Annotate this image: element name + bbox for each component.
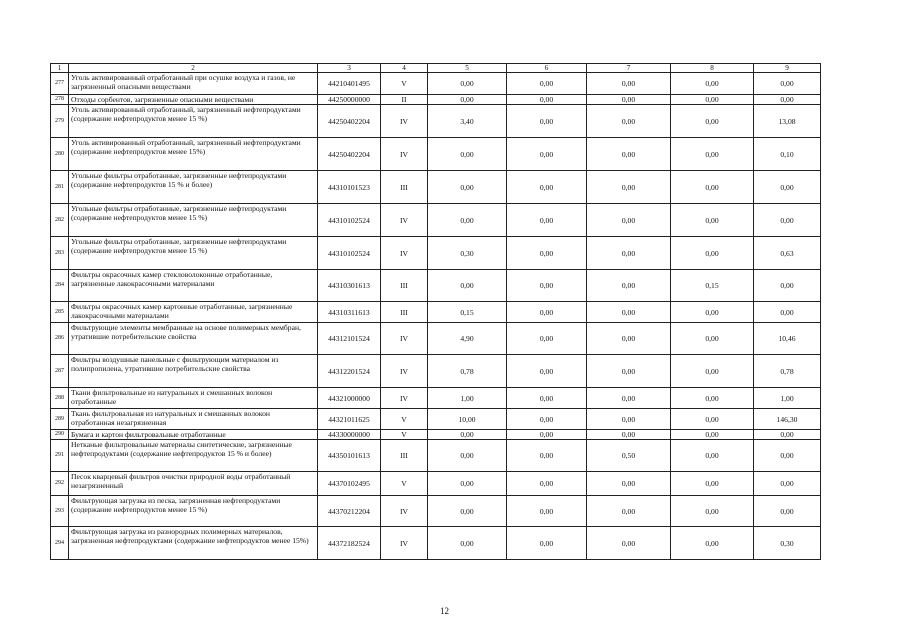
waste-code: 44370212204 (318, 496, 381, 527)
waste-code: 44370102495 (318, 472, 381, 496)
waste-code: 44310101523 (318, 171, 381, 204)
table-row (51, 270, 821, 302)
waste-code: 44310311613 (318, 302, 381, 323)
value-cell: 0,00 (587, 73, 671, 95)
row-number: 278 (51, 95, 69, 105)
row-number: 294 (51, 527, 69, 560)
waste-name: Фильтры окрасочных камер стекловолоконные отработанные, загрязненные лакокрасочными материалами (69, 270, 318, 302)
value-cell: 0,00 (671, 105, 754, 138)
waste-name: Уголь активированный отработанный при осушке воздуха и газов, не загрязненный опасными веществами (69, 73, 318, 95)
value-cell: 0,00 (754, 204, 821, 237)
value-cell: 0,00 (587, 95, 671, 105)
row-number: 281 (51, 171, 69, 204)
hazard-class: V (381, 409, 428, 430)
value-cell: 0,00 (507, 204, 587, 237)
value-cell: 0,00 (754, 496, 821, 527)
hazard-class: V (381, 472, 428, 496)
value-cell: 0,00 (428, 73, 507, 95)
value-cell: 0,30 (754, 527, 821, 560)
waste-table (50, 63, 821, 560)
value-cell: 0,00 (507, 496, 587, 527)
value-cell: 0,00 (754, 302, 821, 323)
value-cell: 0,00 (428, 138, 507, 171)
waste-code: 44312201524 (318, 355, 381, 388)
column-header: 3 (318, 64, 381, 73)
table-row (51, 323, 821, 355)
value-cell: 0,00 (507, 105, 587, 138)
waste-code: 44250402204 (318, 105, 381, 138)
hazard-class: IV (381, 355, 428, 388)
table-row (51, 302, 821, 323)
value-cell: 0,00 (587, 323, 671, 355)
table-row (51, 440, 821, 472)
hazard-class: IV (381, 105, 428, 138)
value-cell: 0,00 (671, 302, 754, 323)
row-number: 284 (51, 270, 69, 302)
value-cell: 0,00 (507, 237, 587, 270)
value-cell: 0,00 (507, 270, 587, 302)
value-cell: 0,00 (754, 430, 821, 440)
hazard-class: IV (381, 323, 428, 355)
row-number: 280 (51, 138, 69, 171)
table-row (51, 237, 821, 270)
hazard-class: IV (381, 496, 428, 527)
table-row (51, 95, 821, 105)
table-row (51, 171, 821, 204)
value-cell: 0,00 (428, 472, 507, 496)
table-row (51, 430, 821, 440)
hazard-class: III (381, 440, 428, 472)
hazard-class: V (381, 73, 428, 95)
waste-code: 44321011625 (318, 409, 381, 430)
table-row (51, 472, 821, 496)
column-header: 6 (507, 64, 587, 73)
hazard-class: II (381, 95, 428, 105)
waste-code: 44310102524 (318, 204, 381, 237)
value-cell: 0,00 (671, 355, 754, 388)
value-cell: 13,08 (754, 105, 821, 138)
hazard-class: IV (381, 388, 428, 409)
waste-code: 44210401495 (318, 73, 381, 95)
value-cell: 0,00 (507, 302, 587, 323)
waste-code: 44350101613 (318, 440, 381, 472)
page-number: 12 (440, 606, 449, 616)
value-cell: 0,00 (507, 323, 587, 355)
value-cell: 0,00 (671, 95, 754, 105)
value-cell: 3,40 (428, 105, 507, 138)
value-cell: 0,00 (507, 430, 587, 440)
hazard-class: III (381, 270, 428, 302)
value-cell: 0,00 (587, 388, 671, 409)
row-number: 277 (51, 73, 69, 95)
waste-name: Угольные фильтры отработанные, загрязненные нефтепродуктами (содержание нефтепродуктов 15 % и более) (69, 171, 318, 204)
value-cell: 0,00 (507, 355, 587, 388)
value-cell: 0,00 (507, 440, 587, 472)
value-cell: 0,00 (587, 430, 671, 440)
value-cell: 0,78 (428, 355, 507, 388)
waste-name: Угольные фильтры отработанные, загрязненные нефтепродуктами (содержание нефтепродуктов менее 15 %) (69, 237, 318, 270)
value-cell: 0,00 (587, 105, 671, 138)
value-cell: 0,00 (754, 440, 821, 472)
row-number: 292 (51, 472, 69, 496)
hazard-class: V (381, 430, 428, 440)
row-number: 286 (51, 323, 69, 355)
waste-code: 44372182524 (318, 527, 381, 560)
value-cell: 0,00 (428, 171, 507, 204)
table-row (51, 105, 821, 138)
value-cell: 0,00 (507, 527, 587, 560)
value-cell: 0,00 (671, 527, 754, 560)
row-number: 283 (51, 237, 69, 270)
hazard-class: IV (381, 204, 428, 237)
value-cell: 0,00 (507, 171, 587, 204)
value-cell: 0,15 (428, 302, 507, 323)
waste-name: Фильтры окрасочных камер картонные отработанные, загрязненные лакокрасочными материалами (69, 302, 318, 323)
column-header: 5 (428, 64, 507, 73)
value-cell: 0,00 (587, 171, 671, 204)
table-row (51, 496, 821, 527)
waste-name: Песок кварцевый фильтров очистки природной воды отработанный незагрязненный (69, 472, 318, 496)
waste-name: Ткани фильтровальные из натуральных и смешанных волокон отработанные (69, 388, 318, 409)
table-row (51, 138, 821, 171)
value-cell: 0,50 (587, 440, 671, 472)
value-cell: 4,90 (428, 323, 507, 355)
table-row (51, 527, 821, 560)
value-cell: 0,78 (754, 355, 821, 388)
column-header: 2 (69, 64, 318, 73)
waste-code: 44321000000 (318, 388, 381, 409)
value-cell: 0,00 (754, 73, 821, 95)
value-cell: 0,00 (587, 355, 671, 388)
row-number: 279 (51, 105, 69, 138)
header-row (51, 64, 821, 73)
value-cell: 0,00 (587, 270, 671, 302)
waste-name: Нетканые фильтровальные материалы синтетические, загрязненные нефтепродуктами (содержание нефтепродуктов 15 % и более) (69, 440, 318, 472)
value-cell: 0,00 (671, 171, 754, 204)
table-row (51, 388, 821, 409)
value-cell: 0,00 (507, 95, 587, 105)
value-cell: 0,00 (587, 472, 671, 496)
value-cell: 0,00 (507, 73, 587, 95)
value-cell: 0,30 (428, 237, 507, 270)
waste-name: Отходы сорбентов, загрязненные опасными веществами (69, 95, 318, 105)
table-row (51, 409, 821, 430)
column-header: 7 (587, 64, 671, 73)
value-cell: 146,30 (754, 409, 821, 430)
value-cell: 0,00 (428, 270, 507, 302)
value-cell: 0,00 (587, 527, 671, 560)
value-cell: 0,00 (754, 95, 821, 105)
value-cell: 0,00 (507, 472, 587, 496)
value-cell: 0,00 (587, 302, 671, 323)
value-cell: 0,00 (671, 472, 754, 496)
row-number: 285 (51, 302, 69, 323)
row-number: 289 (51, 409, 69, 430)
waste-name: Уголь активированный отработанный, загрязненный нефтепродуктами (содержание нефтепродуктов менее 15%) (69, 138, 318, 171)
column-header: 1 (51, 64, 69, 73)
value-cell: 0,00 (587, 237, 671, 270)
value-cell: 1,00 (754, 388, 821, 409)
value-cell: 0,00 (428, 204, 507, 237)
row-number: 291 (51, 440, 69, 472)
value-cell: 0,00 (507, 388, 587, 409)
table-row (51, 355, 821, 388)
waste-code: 44312101524 (318, 323, 381, 355)
value-cell: 0,00 (507, 138, 587, 171)
hazard-class: III (381, 171, 428, 204)
value-cell: 0,00 (587, 138, 671, 171)
value-cell: 0,00 (507, 409, 587, 430)
value-cell: 0,00 (671, 204, 754, 237)
waste-code: 44330000000 (318, 430, 381, 440)
value-cell: 0,00 (671, 323, 754, 355)
row-number: 293 (51, 496, 69, 527)
waste-code: 44310102524 (318, 237, 381, 270)
table-body (51, 73, 821, 560)
value-cell: 0,00 (428, 527, 507, 560)
value-cell: 1,00 (428, 388, 507, 409)
value-cell: 0,00 (671, 388, 754, 409)
column-header: 9 (754, 64, 821, 73)
row-number: 288 (51, 388, 69, 409)
waste-code: 44250000000 (318, 95, 381, 105)
value-cell: 0,00 (428, 440, 507, 472)
value-cell: 0,00 (428, 496, 507, 527)
value-cell: 0,00 (671, 430, 754, 440)
value-cell: 0,00 (587, 409, 671, 430)
value-cell: 0,00 (671, 237, 754, 270)
hazard-class: IV (381, 237, 428, 270)
column-header: 8 (671, 64, 754, 73)
value-cell: 0,00 (671, 73, 754, 95)
value-cell: 0,00 (754, 171, 821, 204)
value-cell: 0,00 (587, 496, 671, 527)
value-cell: 0,00 (671, 496, 754, 527)
waste-name: Фильтрующая загрузка из песка, загрязненная нефтепродуктами (содержание нефтепродуктов менее 15 %) (69, 496, 318, 527)
value-cell: 0,00 (754, 270, 821, 302)
value-cell: 0,15 (671, 270, 754, 302)
waste-code: 44310301613 (318, 270, 381, 302)
waste-name: Фильтрующая загрузка из разнородных полимерных материалов, загрязненная нефтепродуктами (содержание нефтепродуктов менее 15%) (69, 527, 318, 560)
value-cell: 0,00 (587, 204, 671, 237)
row-number: 282 (51, 204, 69, 237)
hazard-class: IV (381, 138, 428, 171)
waste-name: Угольные фильтры отработанные, загрязненные нефтепродуктами (содержание нефтепродуктов менее 15 %) (69, 204, 318, 237)
value-cell: 0,00 (754, 472, 821, 496)
row-number: 290 (51, 430, 69, 440)
hazard-class: IV (381, 527, 428, 560)
value-cell: 0,00 (671, 440, 754, 472)
value-cell: 0,10 (754, 138, 821, 171)
value-cell: 0,00 (428, 430, 507, 440)
table-row (51, 73, 821, 95)
waste-code: 44250402204 (318, 138, 381, 171)
table-row (51, 204, 821, 237)
value-cell: 10,46 (754, 323, 821, 355)
waste-name: Бумага и картон фильтровальные отработанные (69, 430, 318, 440)
waste-name: Фильтры воздушные панельные с фильтрующим материалом из полипропилена, утратившие потребительские свойства (69, 355, 318, 388)
hazard-class: III (381, 302, 428, 323)
row-number: 287 (51, 355, 69, 388)
value-cell: 0,00 (671, 409, 754, 430)
waste-name: Ткань фильтровальная из натуральных и смешанных волокон отработанная незагрязненная (69, 409, 318, 430)
value-cell: 10,00 (428, 409, 507, 430)
value-cell: 0,00 (428, 95, 507, 105)
waste-name: Уголь активированный отработанный, загрязненный нефтепродуктами (содержание нефтепродуктов менее 15 %) (69, 105, 318, 138)
value-cell: 0,63 (754, 237, 821, 270)
waste-name: Фильтрующие элементы мембранные на основе полимерных мембран, утратившие потребительские свойства (69, 323, 318, 355)
column-header: 4 (381, 64, 428, 73)
value-cell: 0,00 (671, 138, 754, 171)
